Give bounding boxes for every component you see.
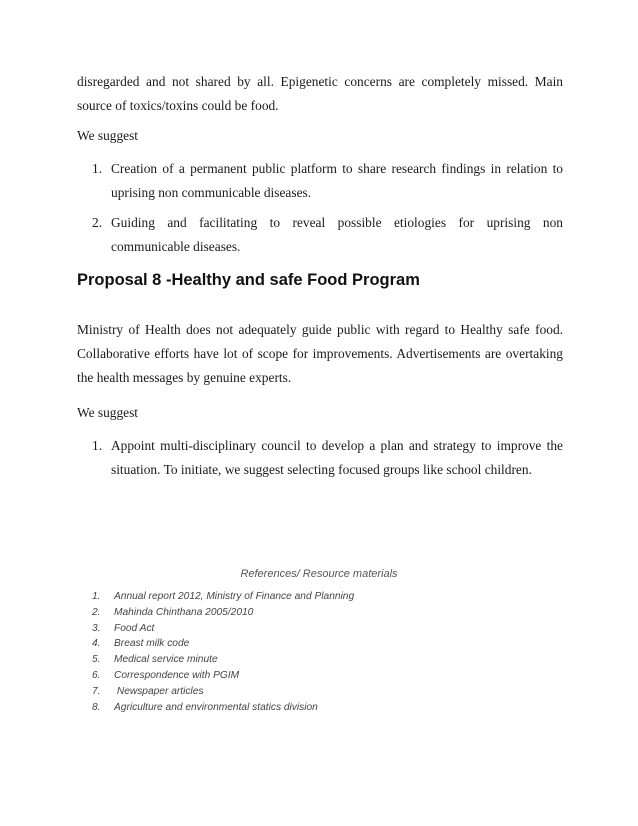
reference-item — [77, 636, 354, 652]
reference-text: Newspaper articles — [114, 685, 204, 697]
references-list — [77, 589, 354, 715]
list-number: 1. — [92, 161, 103, 176]
list-item — [77, 157, 563, 205]
list-text: Appoint multi-disciplinary council to develop a plan and strategy to improve the situation. To initiate, we suggest selecting focused groups like school children. — [111, 438, 563, 477]
suggestion-list-2 — [77, 434, 563, 482]
paragraph-line: source of toxics/toxins could be food. — [77, 98, 279, 113]
section-heading: Proposal 8 -Healthy and safe Food Program — [77, 271, 420, 289]
list-number: 1. — [92, 438, 103, 453]
reference-text: Mahinda Chinthana 2005/2010 — [114, 606, 254, 618]
reference-number: 7. — [92, 685, 101, 697]
reference-item — [77, 684, 354, 700]
we-suggest-label: We suggest — [77, 405, 139, 420]
reference-number: 6. — [92, 669, 101, 681]
reference-number: 1. — [92, 591, 101, 602]
list-text: Guiding and facilitating to reveal possible etiologies for uprising non communicable diseases. — [111, 215, 563, 254]
reference-item — [77, 700, 354, 716]
reference-number: 5. — [92, 654, 101, 666]
reference-text: Annual report 2012, Ministry of Finance and Planning — [114, 591, 355, 602]
reference-item — [77, 668, 354, 684]
reference-text: Food Act — [114, 622, 155, 634]
list-number: 2. — [92, 215, 103, 230]
paragraph: Ministry of Health does not adequately guide public with regard to Healthy safe food. Collaborative efforts have lot of scope for improvements. Advertisements are overtaking the health messages by genuine experts. — [77, 322, 563, 385]
references-title: References/ Resource materials — [240, 568, 398, 580]
reference-text: Agriculture and environmental statics division — [114, 701, 318, 713]
reference-number: 4. — [92, 638, 101, 650]
reference-number: 3. — [92, 622, 101, 634]
reference-number: 2. — [92, 606, 101, 618]
we-suggest-label: We suggest — [77, 128, 139, 143]
reference-text: Correspondence with PGIM — [114, 669, 240, 681]
list-item — [77, 434, 563, 482]
reference-text: Medical service minute — [114, 654, 218, 666]
reference-item — [77, 621, 354, 637]
list-text: Creation of a permanent public platform to share research findings in relation to uprising non communicable diseases. — [111, 161, 563, 200]
reference-number: 8. — [92, 701, 101, 713]
suggestion-list-1 — [77, 157, 563, 259]
list-item — [77, 211, 563, 259]
reference-item — [77, 589, 354, 605]
reference-text: Breast milk code — [114, 638, 190, 650]
paragraph-line: disregarded and not shared by all. Epigenetic concerns are completely missed. Main — [77, 74, 563, 89]
reference-item — [77, 605, 354, 621]
reference-item — [77, 652, 354, 668]
